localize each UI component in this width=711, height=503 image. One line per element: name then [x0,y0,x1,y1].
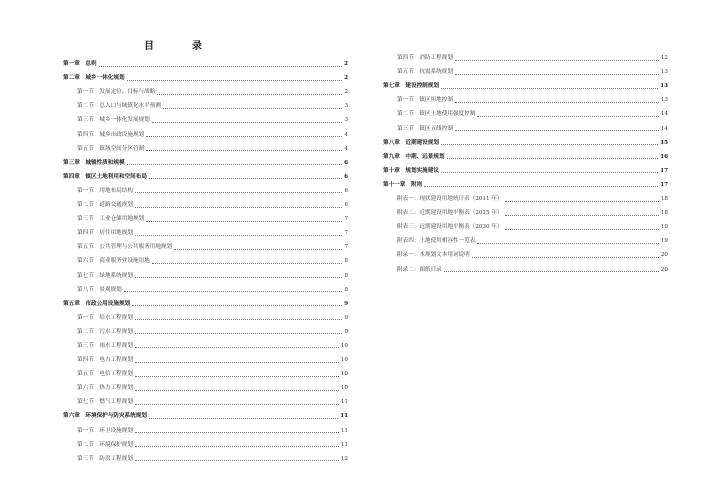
dot-leader [124,291,343,292]
toc-section-entry[interactable] [63,336,348,350]
toc-section-entry[interactable] [383,245,668,259]
toc-chapter-entry[interactable] [63,153,348,167]
toc-section-entry[interactable] [63,96,348,110]
toc-section-entry[interactable] [63,237,348,251]
toc-page-number: 6 [344,202,348,209]
toc-page-number: 15 [660,139,668,146]
toc-section-entry[interactable] [383,62,668,76]
toc-entry-label: 附表四：土地使用相容性一览表 [397,238,476,245]
toc-page-number: 13 [660,69,668,76]
toc-page-number: 10 [340,357,348,364]
dot-leader [135,333,342,334]
toc-section-entry[interactable] [63,195,348,209]
toc-page-number: 2 [344,89,348,96]
toc-section-entry[interactable] [63,378,348,392]
toc-section-entry[interactable] [383,48,668,62]
toc-section-entry[interactable] [63,435,348,449]
dot-leader [477,243,659,244]
dot-leader [477,116,659,117]
toc-entry-label: 第二节 总人口与城镇化水平预测 [77,103,161,110]
dot-leader [447,158,659,159]
toc-chapter-entry[interactable] [383,147,668,161]
toc-page-number: 16 [660,153,668,160]
toc-page-number: 4 [344,131,348,138]
toc-entry-label: 第二节 环境保护规划 [77,441,133,448]
toc-entry-label: 第一节 环卫设施规划 [77,427,133,434]
toc-section-entry[interactable] [63,308,348,322]
dot-leader [444,271,659,272]
toc-entry-label: 第四章 镇区土地利用和空间布局 [63,173,147,180]
dot-leader [135,207,342,208]
toc-section-entry[interactable] [63,280,348,294]
toc-entry-label: 第八节 景观规划 [77,286,122,293]
dot-leader [455,130,659,131]
toc-entry-label: 第四节 居住用地规划 [77,230,133,237]
toc-page-number: 18 [660,196,668,203]
toc-page-number: 2 [344,75,348,82]
dot-leader [149,178,342,179]
toc-entry-label: 第三节 雨水工程规划 [77,342,133,349]
dot-leader [441,172,658,173]
toc-entry-label: 第一章 总则 [63,61,97,68]
dot-leader [152,122,343,123]
toc-entry-label: 第四节 电力工程规划 [77,357,133,364]
dot-leader [505,215,659,216]
dot-leader [135,432,339,433]
dot-leader [455,60,659,61]
dot-leader [174,249,342,250]
dot-leader [152,263,343,264]
dot-leader [149,418,338,419]
toc-section-entry[interactable] [383,217,668,231]
toc-page-number: 11 [340,413,348,420]
dot-leader [146,136,342,137]
toc-section-entry[interactable] [63,139,348,153]
toc-entry-label: 第四节 消防工程规划 [397,55,453,62]
dot-leader [424,186,658,187]
toc-entry-label: 第一节 镇区用地控制 [397,97,453,104]
toc-section-entry[interactable] [383,189,668,203]
toc-entry-label: 第九章 中期、远景规划 [383,153,445,160]
toc-page-number: 8 [344,272,348,279]
toc-entry-label: 第五节 镇域空间分区管制 [77,145,145,152]
toc-section-entry[interactable] [63,223,348,237]
dot-leader [163,108,343,109]
toc-page-number: 6 [344,187,348,194]
toc-page-number: 17 [660,181,668,188]
toc-entry-label: 第二节 镇区土地使用强度控制 [397,111,476,118]
toc-page-number: 4 [344,145,348,152]
toc-entry-label: 第四节 城乡市政设施规划 [77,131,145,138]
toc-section-entry[interactable] [63,420,348,434]
toc-page-number: 8 [344,258,348,265]
toc-section-entry[interactable] [63,392,348,406]
toc-entry-label: 第二节 污水工程规划 [77,328,133,335]
toc-page-number: 7 [344,216,348,223]
toc-entry-label: 第五节 电信工程规划 [77,371,133,378]
toc-page-number: 14 [660,125,668,132]
toc-page-number: 9 [344,328,348,335]
toc-page-number: 10 [340,342,348,349]
dot-leader [135,192,342,193]
toc-section-entry[interactable] [383,104,668,118]
toc-entry-label: 第七章 建设控制规划 [383,83,439,90]
toc-page-number: 19 [660,238,668,245]
toc-page-number: 9 [344,300,348,307]
toc-section-entry[interactable] [383,259,668,273]
toc-entry-label: 第三节 镇区五线控制 [397,125,453,132]
toc-section-entry[interactable] [383,203,668,217]
toc-section-entry[interactable] [63,110,348,124]
toc-entry-label: 第二节 道路交通规划 [77,202,133,209]
dot-leader [455,102,659,103]
dot-leader [135,376,339,377]
toc-entry-label: 第六节 商业服务业设施用地 [77,258,150,265]
toc-page-number: 14 [660,111,668,118]
toc-entry-label: 第六节 热力工程规划 [77,385,133,392]
dot-leader [455,74,659,75]
toc-section-entry[interactable] [63,209,348,223]
toc-chapter-entry[interactable] [63,294,348,308]
dot-leader [146,150,342,151]
dot-leader [135,362,339,363]
toc-entry-label: 第三节 工业仓储用地规划 [77,216,145,223]
toc-page-number: 12 [340,455,348,462]
dot-leader [135,277,342,278]
toc-chapter-entry[interactable] [63,167,348,181]
toc-page-number: 17 [660,167,668,174]
toc-page-number: 8 [344,286,348,293]
toc-chapter-entry[interactable] [63,406,348,420]
toc-entry-label: 第七节 燃气工程规划 [77,399,133,406]
toc-left-column [63,54,348,463]
toc-chapter-entry[interactable] [63,68,348,82]
dot-leader [135,404,339,405]
dot-leader [441,144,658,145]
toc-page-number: 19 [660,224,668,231]
toc-page-number: 2 [344,61,348,68]
toc-entry-label: 附表三：远期建设用地平衡表（2030 年） [397,224,503,231]
toc-page-number: 11 [340,427,348,434]
toc-page-number: 20 [660,252,668,259]
toc-chapter-entry[interactable] [383,133,668,147]
toc-entry-label: 附表二：近期建设用地平衡表（2015 年） [397,210,503,217]
toc-entry-label: 第二章 城乡一体化规划 [63,75,125,82]
dot-leader [472,257,659,258]
dot-leader [135,319,342,320]
toc-page-number: 13 [660,83,668,90]
toc-entry-label: 第三节 防洪工程规划 [77,455,133,462]
toc-chapter-entry[interactable] [383,76,668,90]
toc-section-entry[interactable] [63,265,348,279]
toc-section-entry[interactable] [383,231,668,245]
toc-page-number: 9 [344,314,348,321]
toc-section-entry[interactable] [63,322,348,336]
toc-section-entry[interactable] [63,364,348,378]
toc-entry-label: 第七节 绿地系统规划 [77,272,133,279]
toc-section-entry[interactable] [63,82,348,96]
dot-leader [146,221,342,222]
toc-right-column [383,48,668,274]
toc-entry-label: 第十章 规划实施建议 [383,167,439,174]
toc-entry-label: 第三节 城乡一体化发展规划 [77,117,150,124]
toc-section-entry[interactable] [383,90,668,104]
toc-page-number: 6 [344,173,348,180]
toc-section-entry[interactable] [63,449,348,463]
toc-entry-label: 第五节 公共管理与公共服务用地规划 [77,244,173,251]
dot-leader [127,164,343,165]
dot-leader [441,88,658,89]
toc-page-number: 11 [340,399,348,406]
toc-chapter-entry[interactable] [63,54,348,68]
toc-page-number: 12 [660,55,668,62]
toc-page-number: 7 [344,230,348,237]
dot-leader [135,390,339,391]
toc-entry-label: 附录二：图纸目录 [397,266,442,273]
dot-leader [505,201,659,202]
dot-leader [157,94,342,95]
toc-page-number: 13 [660,97,668,104]
toc-entry-label: 第八章 近期建设规划 [383,139,439,146]
toc-page-number: 20 [660,266,668,273]
dot-leader [135,347,339,348]
toc-entry-label: 附录一：本规划文本用词说明 [397,252,470,259]
toc-entry-label: 附表一：现状建设用地统计表（2011 年） [397,196,503,203]
toc-page-number: 3 [344,117,348,124]
toc-entry-label: 第六章 环境保护与防灾系统规划 [63,413,147,420]
dot-leader [127,80,343,81]
dot-leader [135,446,339,447]
document-title: 目 录 [144,41,216,52]
toc-page-number: 10 [340,371,348,378]
toc-page-number: 7 [344,244,348,251]
toc-entry-label: 第一节 发展定位、目标与战略 [77,89,156,96]
toc-section-entry[interactable] [383,118,668,132]
toc-section-entry[interactable] [63,181,348,195]
toc-chapter-entry[interactable] [383,175,668,189]
toc-section-entry[interactable] [63,251,348,265]
toc-entry-label: 第一节 用地布局结构 [77,187,133,194]
toc-page-number: 3 [344,103,348,110]
toc-page-number: 10 [340,385,348,392]
toc-entry-label: 第五节 抗震系统规划 [397,69,453,76]
dot-leader [135,235,342,236]
toc-page-number: 18 [660,210,668,217]
toc-page-number: 6 [344,159,348,166]
toc-section-entry[interactable] [63,350,348,364]
toc-entry-label: 第一节 给水工程规划 [77,314,133,321]
toc-chapter-entry[interactable] [383,161,668,175]
toc-entry-label: 第三章 城镇性质和规模 [63,159,125,166]
toc-entry-label: 第十一章 附则 [383,181,423,188]
dot-leader [135,460,339,461]
toc-page-number: 11 [340,441,348,448]
dot-leader [505,229,659,230]
dot-leader [132,305,342,306]
toc-entry-label: 第五章 市政公用设施规划 [63,300,131,307]
dot-leader [99,66,343,67]
toc-section-entry[interactable] [63,124,348,138]
